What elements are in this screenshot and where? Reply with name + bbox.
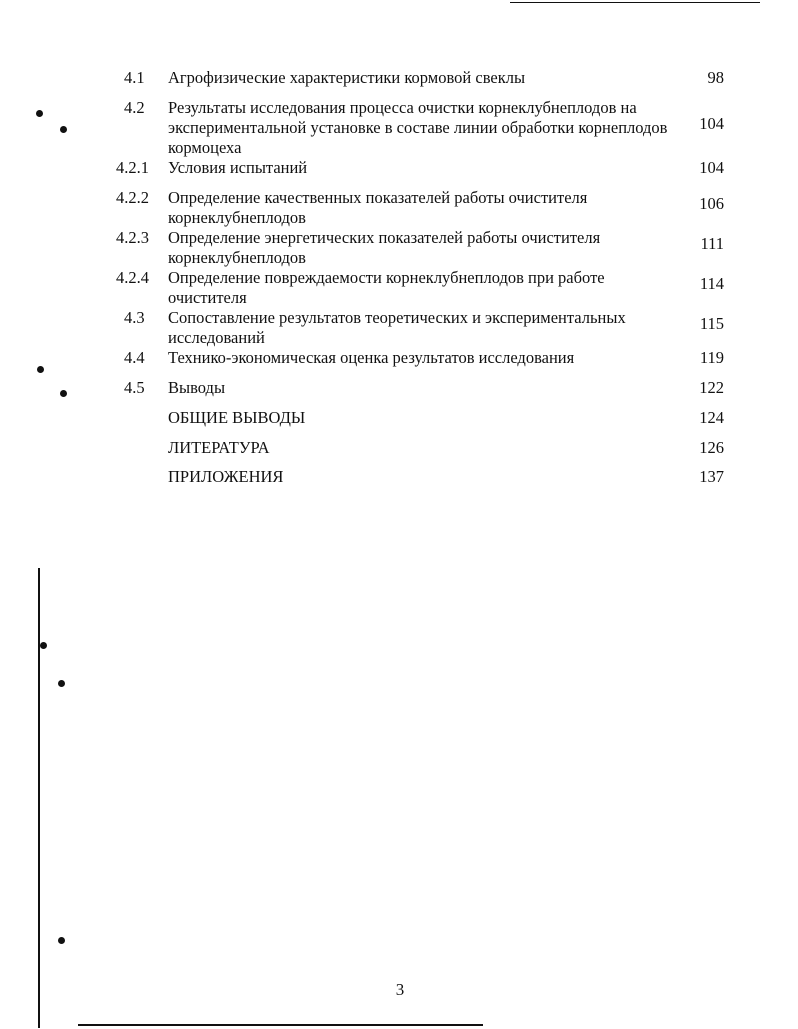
- toc-entry-page: 126: [699, 438, 724, 457]
- toc-entry-title: Выводы: [168, 378, 226, 397]
- toc-entry-number: 4.4: [124, 348, 145, 367]
- toc-entry-page: 111: [700, 234, 724, 253]
- page-number: 3: [395, 980, 405, 999]
- toc-entry-number: 4.2.4: [116, 268, 149, 287]
- toc-entry-page: 104: [699, 114, 724, 133]
- toc-entry-page: 124: [699, 408, 724, 427]
- toc-entry-title: ОБЩИЕ ВЫВОДЫ: [168, 408, 306, 427]
- toc-entry-page: 137: [699, 467, 724, 486]
- toc-entry-number: 4.2.3: [116, 228, 149, 247]
- toc-entry-title: Определение качественных показателей работы очистителя корнеклубнеплодов: [168, 188, 588, 227]
- toc-entry-page: 119: [699, 348, 724, 367]
- toc-entry-title: Агрофизические характеристики кормовой свеклы: [168, 68, 526, 87]
- toc-entry-page: 122: [699, 378, 724, 397]
- toc-entry-title: Определение повреждаемости корнеклубнеплодов при работе очистителя: [168, 268, 605, 307]
- toc-entry-page: 104: [699, 158, 724, 177]
- toc-entry-title: Определение энергетических показателей работы очистителя корнеклубнеплодов: [168, 228, 601, 267]
- toc-entry-page: 98: [707, 68, 724, 87]
- toc-entry-number: 4.2.1: [116, 158, 149, 177]
- toc-entry-title: Условия испытаний: [168, 158, 308, 177]
- toc-entry-title: Сопоставление результатов теоретических и экспериментальных исследований: [168, 308, 626, 347]
- toc-entry-number: 4.5: [124, 378, 145, 397]
- toc-entry-number: 4.3: [124, 308, 145, 327]
- toc-entry-page: 115: [699, 314, 724, 333]
- toc-entry-page: 114: [699, 274, 724, 293]
- toc-entry-title: Технико-экономическая оценка результатов исследования: [168, 348, 575, 367]
- toc-entry-number: 4.2: [124, 98, 145, 117]
- toc-entry-number: 4.2.2: [116, 188, 149, 207]
- toc-entry-title: Результаты исследования процесса очистки корнеклубнеплодов на экспериментальной установке в составе линии обработки корнеплодов кормоцеха: [168, 98, 668, 157]
- toc-entry-page: 106: [699, 194, 724, 213]
- toc-entry-title: ЛИТЕРАТУРА: [168, 438, 270, 457]
- toc-entry-title: ПРИЛОЖЕНИЯ: [168, 467, 284, 486]
- toc-entry-number: 4.1: [124, 68, 145, 87]
